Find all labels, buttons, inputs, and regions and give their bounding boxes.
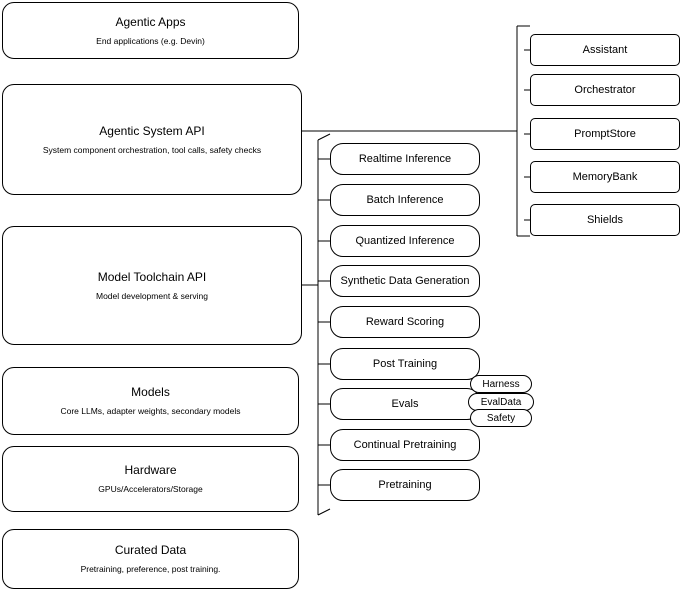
component-shields[interactable]: [530, 204, 680, 236]
layer-curated-data[interactable]: [2, 529, 299, 589]
component-label: Harness: [482, 378, 520, 390]
component-label: MemoryBank: [572, 171, 638, 183]
component-reward-scoring[interactable]: [330, 306, 480, 338]
component-label: Realtime Inference: [358, 153, 452, 165]
layer-title: Agentic Apps: [115, 14, 186, 29]
component-post-training[interactable]: [330, 348, 480, 380]
component-realtime-inference[interactable]: [330, 143, 480, 175]
layer-subtitle: Core LLMs, adapter weights, secondary models: [60, 406, 241, 416]
layer-models[interactable]: [2, 367, 299, 435]
component-batch-inference[interactable]: [330, 184, 480, 216]
layer-title: Curated Data: [114, 543, 187, 557]
component-continual-pretraining[interactable]: [330, 429, 480, 461]
component-label: Shields: [586, 214, 624, 226]
component-label: Synthetic Data Generation: [340, 275, 470, 287]
component-memorybank[interactable]: [530, 161, 680, 193]
component-label: PromptStore: [574, 128, 636, 140]
component-assistant[interactable]: [530, 34, 680, 66]
layer-model-toolchain-api[interactable]: [2, 226, 302, 345]
layer-hardware[interactable]: [2, 446, 299, 512]
layer-subtitle: Model development & serving: [96, 290, 208, 301]
component-label: Continual Pretraining: [353, 439, 457, 451]
component-pretraining[interactable]: [330, 469, 480, 501]
component-label: Safety: [486, 412, 516, 424]
layer-agentic-system-api[interactable]: [2, 84, 302, 195]
layer-title: Model Toolchain API: [97, 269, 207, 284]
component-synthetic-data-generation[interactable]: [330, 265, 480, 297]
layer-subtitle: System component orchestration, tool calls, safety checks: [42, 144, 262, 155]
component-promptstore[interactable]: [530, 118, 680, 150]
layer-subtitle: Pretraining, preference, post training.: [80, 564, 221, 574]
component-label: EvalData: [480, 396, 522, 408]
component-evals[interactable]: [330, 388, 480, 420]
layer-subtitle: GPUs/Accelerators/Storage: [98, 484, 203, 494]
component-label: Batch Inference: [366, 194, 444, 206]
layer-title: Models: [131, 385, 170, 399]
layer-agentic-apps[interactable]: [2, 2, 299, 59]
component-label: Quantized Inference: [355, 235, 455, 247]
layer-subtitle: End applications (e.g. Devin): [96, 35, 205, 46]
layer-title: Agentic System API: [99, 123, 205, 138]
component-harness[interactable]: [470, 375, 532, 393]
component-label: Evals: [391, 398, 419, 410]
layer-title: Hardware: [124, 463, 177, 477]
component-label: Post Training: [372, 358, 438, 370]
component-orchestrator[interactable]: [530, 74, 680, 106]
component-label: Orchestrator: [574, 84, 636, 96]
component-label: Pretraining: [378, 479, 432, 491]
component-label: Assistant: [582, 44, 628, 56]
component-quantized-inference[interactable]: [330, 225, 480, 257]
component-label: Reward Scoring: [365, 316, 445, 328]
component-safety[interactable]: [470, 409, 532, 427]
